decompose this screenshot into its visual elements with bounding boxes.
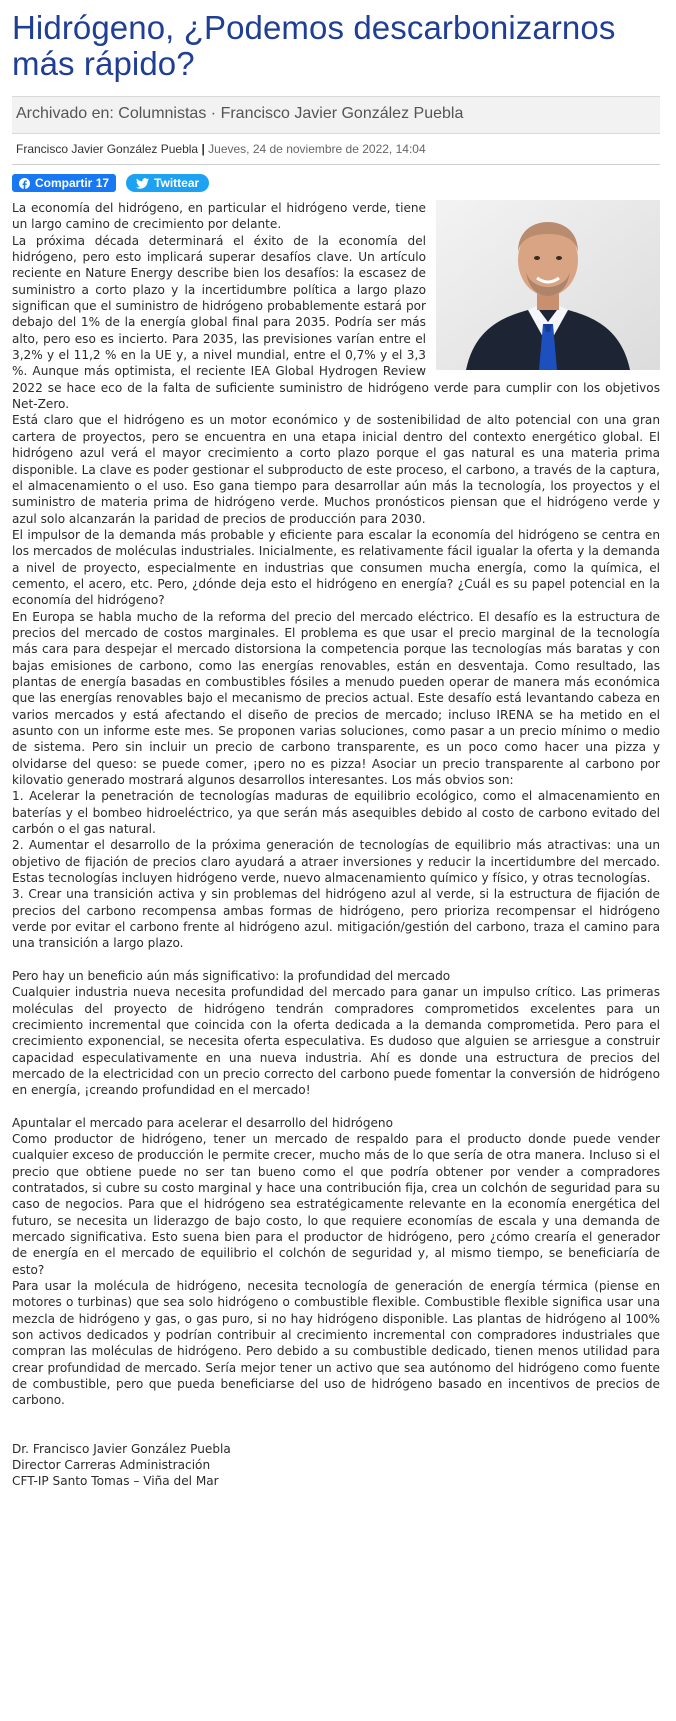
- byline-date: Jueves, 24 de noviembre de 2022, 14:04: [208, 142, 426, 156]
- filed-label: Archivado en:: [16, 105, 114, 122]
- facebook-icon: [19, 178, 30, 189]
- article-page: [0, 10, 660, 1490]
- section-heading: Apuntalar el mercado para acelerar el desarrollo del hidrógeno: [12, 1115, 393, 1130]
- paragraph: La próxima década determinará el éxito de la economía del hidrógeno, pero esto implicará superar desafíos clave. Un artículo reciente en Nature Energy describe bien los desafíos: la escasez de suministro a corto plazo y la incertidumbre política a largo plazo significan que el suministro de hidrógeno probablemente estará por debajo del 1% de la energía global final para 2035. Podría ser más alto, pero eso es incierto. Para 2035, las previsiones varían entre el 3,2% y el 11,2 % en la UE y, a nivel mundial, entre el 0,7% y el 3,3 %. Aunque más optimista, el reciente IEA Global Hydrogen Review 2022 se hace eco de la falta de suficiente suministro de hidrógeno verde para cumplir con los objetivos Net-Zero.: [12, 233, 660, 412]
- filed-under-bar: [12, 96, 660, 134]
- signature-institution: CFT-IP Santo Tomas – Viña del Mar: [12, 1474, 219, 1489]
- facebook-share-button[interactable]: [12, 174, 116, 192]
- facebook-share-count: 17: [95, 176, 110, 190]
- spacer: [12, 1099, 660, 1115]
- twitter-icon: [136, 178, 149, 189]
- paragraph: La economía del hidrógeno, en particular el hidrógeno verde, tiene un largo camino de crecimiento por delante.: [12, 201, 426, 232]
- share-bar: [12, 171, 660, 195]
- section-heading: Pero hay un beneficio aún más significativo: la profundidad del mercado: [12, 968, 451, 983]
- byline: [12, 134, 660, 165]
- paragraph: En Europa se habla mucho de la reforma del precio del mercado eléctrico. El desafío es la estructura de precios del mercado de costos marginales. El problema es que usar el precio marginal de la tecnología más cara para despejar el mercado distorsiona la competencia porque las tecnologías más baratas y con bajas emisiones de carbono, como las energías renovables, están en desventaja. Como resultado, las plantas de energía basadas en combustibles fósiles a menudo pueden operar de manera más económica que las energías renovables bajo el mecanismo de precios actual. Este desafío está levantando cabeza en varios mercados y está afectando el diseño de precios de mercado; incluso IRENA se ha metido en el asunto con un informe este mes. Se proponen varias soluciones, como pasar a un precio mínimo o medio de sistema. Pero sin incluir un precio de carbono transparente, es un poco como hacer una pizza y olvidarse del queso: se puede comer, ¡pero no es pizza! Asociar un precio transparente al carbono por kilovatio generado mostrará algunos desarrollos interesantes. Los más obvios son:: [12, 609, 660, 788]
- author-portrait-image: [436, 200, 660, 370]
- list-item: 1. Acelerar la penetración de tecnologías maduras de equilibrio ecológico, como el almacenamiento en baterías y el bombeo hidroeléctrico, ya que serán más asequibles debido al costo de carbono evitado del carbón o el gas natural.: [12, 789, 660, 837]
- list-item: 2. Aumentar el desarrollo de la próxima generación de tecnologías de equilibrio más atractivas: una un objetivo de fijación de precios claro ayudará a atraer inversiones y reducir la incertidumbre del mercado. Estas tecnologías incluyen hidrógeno verde, nuevo almacenamiento químico y físico, y otras tecnologías.: [12, 838, 660, 886]
- author-tag-link[interactable]: Francisco Javier González Puebla: [220, 105, 464, 122]
- signature-role: Director Carreras Administración: [12, 1458, 211, 1473]
- twitter-share-label: Twittear: [154, 176, 200, 190]
- byline-author[interactable]: Francisco Javier González Puebla: [16, 142, 199, 156]
- paragraph: Cualquier industria nueva necesita profundidad del mercado para ganar un impulso crítico. Las primeras moléculas del proyecto de hidrógeno tendrán compradores comprometidos excelentes para un crecimiento incremental que coincida con la oferta dedicada a la demanda comprometida. Pero para el crecimiento exponencial, se necesita oferta especulativa. Es dudoso que alguien se arriesgue a construir capacidad especulativamente en una nueva industria. Ahí es donde una estructura de precios del mercado de la electricidad con un precio correcto del carbono puede fomentar la conversión de hidrógeno en energía, ¡creando profundidad en el mercado!: [12, 985, 660, 1098]
- filed-separator: ·: [210, 105, 217, 122]
- spacer: [12, 952, 660, 968]
- byline-separator: |: [201, 142, 205, 156]
- article-title: Hidrógeno, ¿Podemos descarbonizarnos más rápido?: [12, 9, 616, 82]
- spacer: [12, 1409, 660, 1441]
- article-body: [12, 200, 660, 1490]
- paragraph: Está claro que el hidrógeno es un motor económico y de sostenibilidad de alto potencial con una gran cartera de proyectos, pero se encuentra en una etapa inicial dentro del contexto energético global. El hidrógeno azul verá el mayor crecimiento a corto plazo porque el gas natural es una materia prima disponible. La clave es poder gestionar el subproducto de este proceso, el carbono, a través de la captura, el almacenamiento o el uso. Eso gana tiempo para desarrollar aún más la tecnología, los proyectos y el suministro de materia prima de hidrógeno verde. Muchos pronósticos piensan que el hidrógeno verde y azul solo alcanzarán la paridad de precios de producción para 2030.: [12, 413, 660, 526]
- signature-name: Dr. Francisco Javier González Puebla: [12, 1441, 231, 1456]
- paragraph: Para usar la molécula de hidrógeno, necesita tecnología de generación de energía térmica (piense en motores o turbinas) que sea solo hidrógeno o combustible flexible. Combustible flexible significa usar una mezcla de hidrógeno y gas, o gas puro, si no hay hidrógeno disponible. Las plantas de hidrógeno al 100% son activos dedicados y podrían contribuir al crecimiento incremental con compradores industriales que compran las moléculas de hidrógeno. Pero debido a su combustible dedicado, tienen menos utilidad para crear profundidad de mercado. Sería mejor tener un activo que sea autónomo del hidrógeno como fuente de combustible, pero que pueda beneficiarse del uso de hidrógeno basado en incentivos de precios de carbono.: [12, 1279, 660, 1408]
- twitter-share-button[interactable]: [126, 174, 209, 192]
- paragraph: El impulsor de la demanda más probable y eficiente para escalar la economía del hidrógeno se centra en los mercados de moléculas industriales. Inicialmente, es relativamente fácil igualar la oferta y la demanda a nivel de proyecto, especialmente en industrias que consumen mucha energía, como la química, el cemento, el acero, etc. Pero, ¿dónde deja esto el hidrógeno en energía? ¿Cuál es su papel potencial en la economía del hidrógeno?: [12, 527, 660, 608]
- category-link[interactable]: Columnistas: [118, 105, 207, 122]
- facebook-share-label: Compartir: [35, 176, 93, 190]
- list-item: 3. Crear una transición activa y sin problemas del hidrógeno azul al verde, si la estructura de fijación de precios del carbono recompensa ambas formas de hidrógeno, pero prioriza recompensar el hidrógeno verde por evitar el carbono frente al hidrógeno azul. mitigación/gestión del carbono, traza el camino para una transición a largo plazo.: [12, 887, 660, 951]
- paragraph: Como productor de hidrógeno, tener un mercado de respaldo para el producto donde puede vender cualquier exceso de producción le permite crecer, mucho más de lo que sería de otra manera. Incluso si el precio que obtiene puede no ser tan bueno como el que podría obtener por vender a compradores contratados, si cubre su costo marginal y hace una contribución fija, crea un colchón de seguridad para su caso de negocios. Para que el hidrógeno sea estratégicamente relevante en la economía energética del futuro, se necesita un liderazgo de bajo costo, lo que requiere economías de escala y una demanda de mercado significativa. Esto suena bien para el productor de hidrógeno, pero ¿cómo crearía el generador de energía en el mercado de equilibrio el colchón de seguridad y, al mismo tiempo, se beneficiaría de esto?: [12, 1131, 660, 1277]
- author-photo: [436, 200, 660, 370]
